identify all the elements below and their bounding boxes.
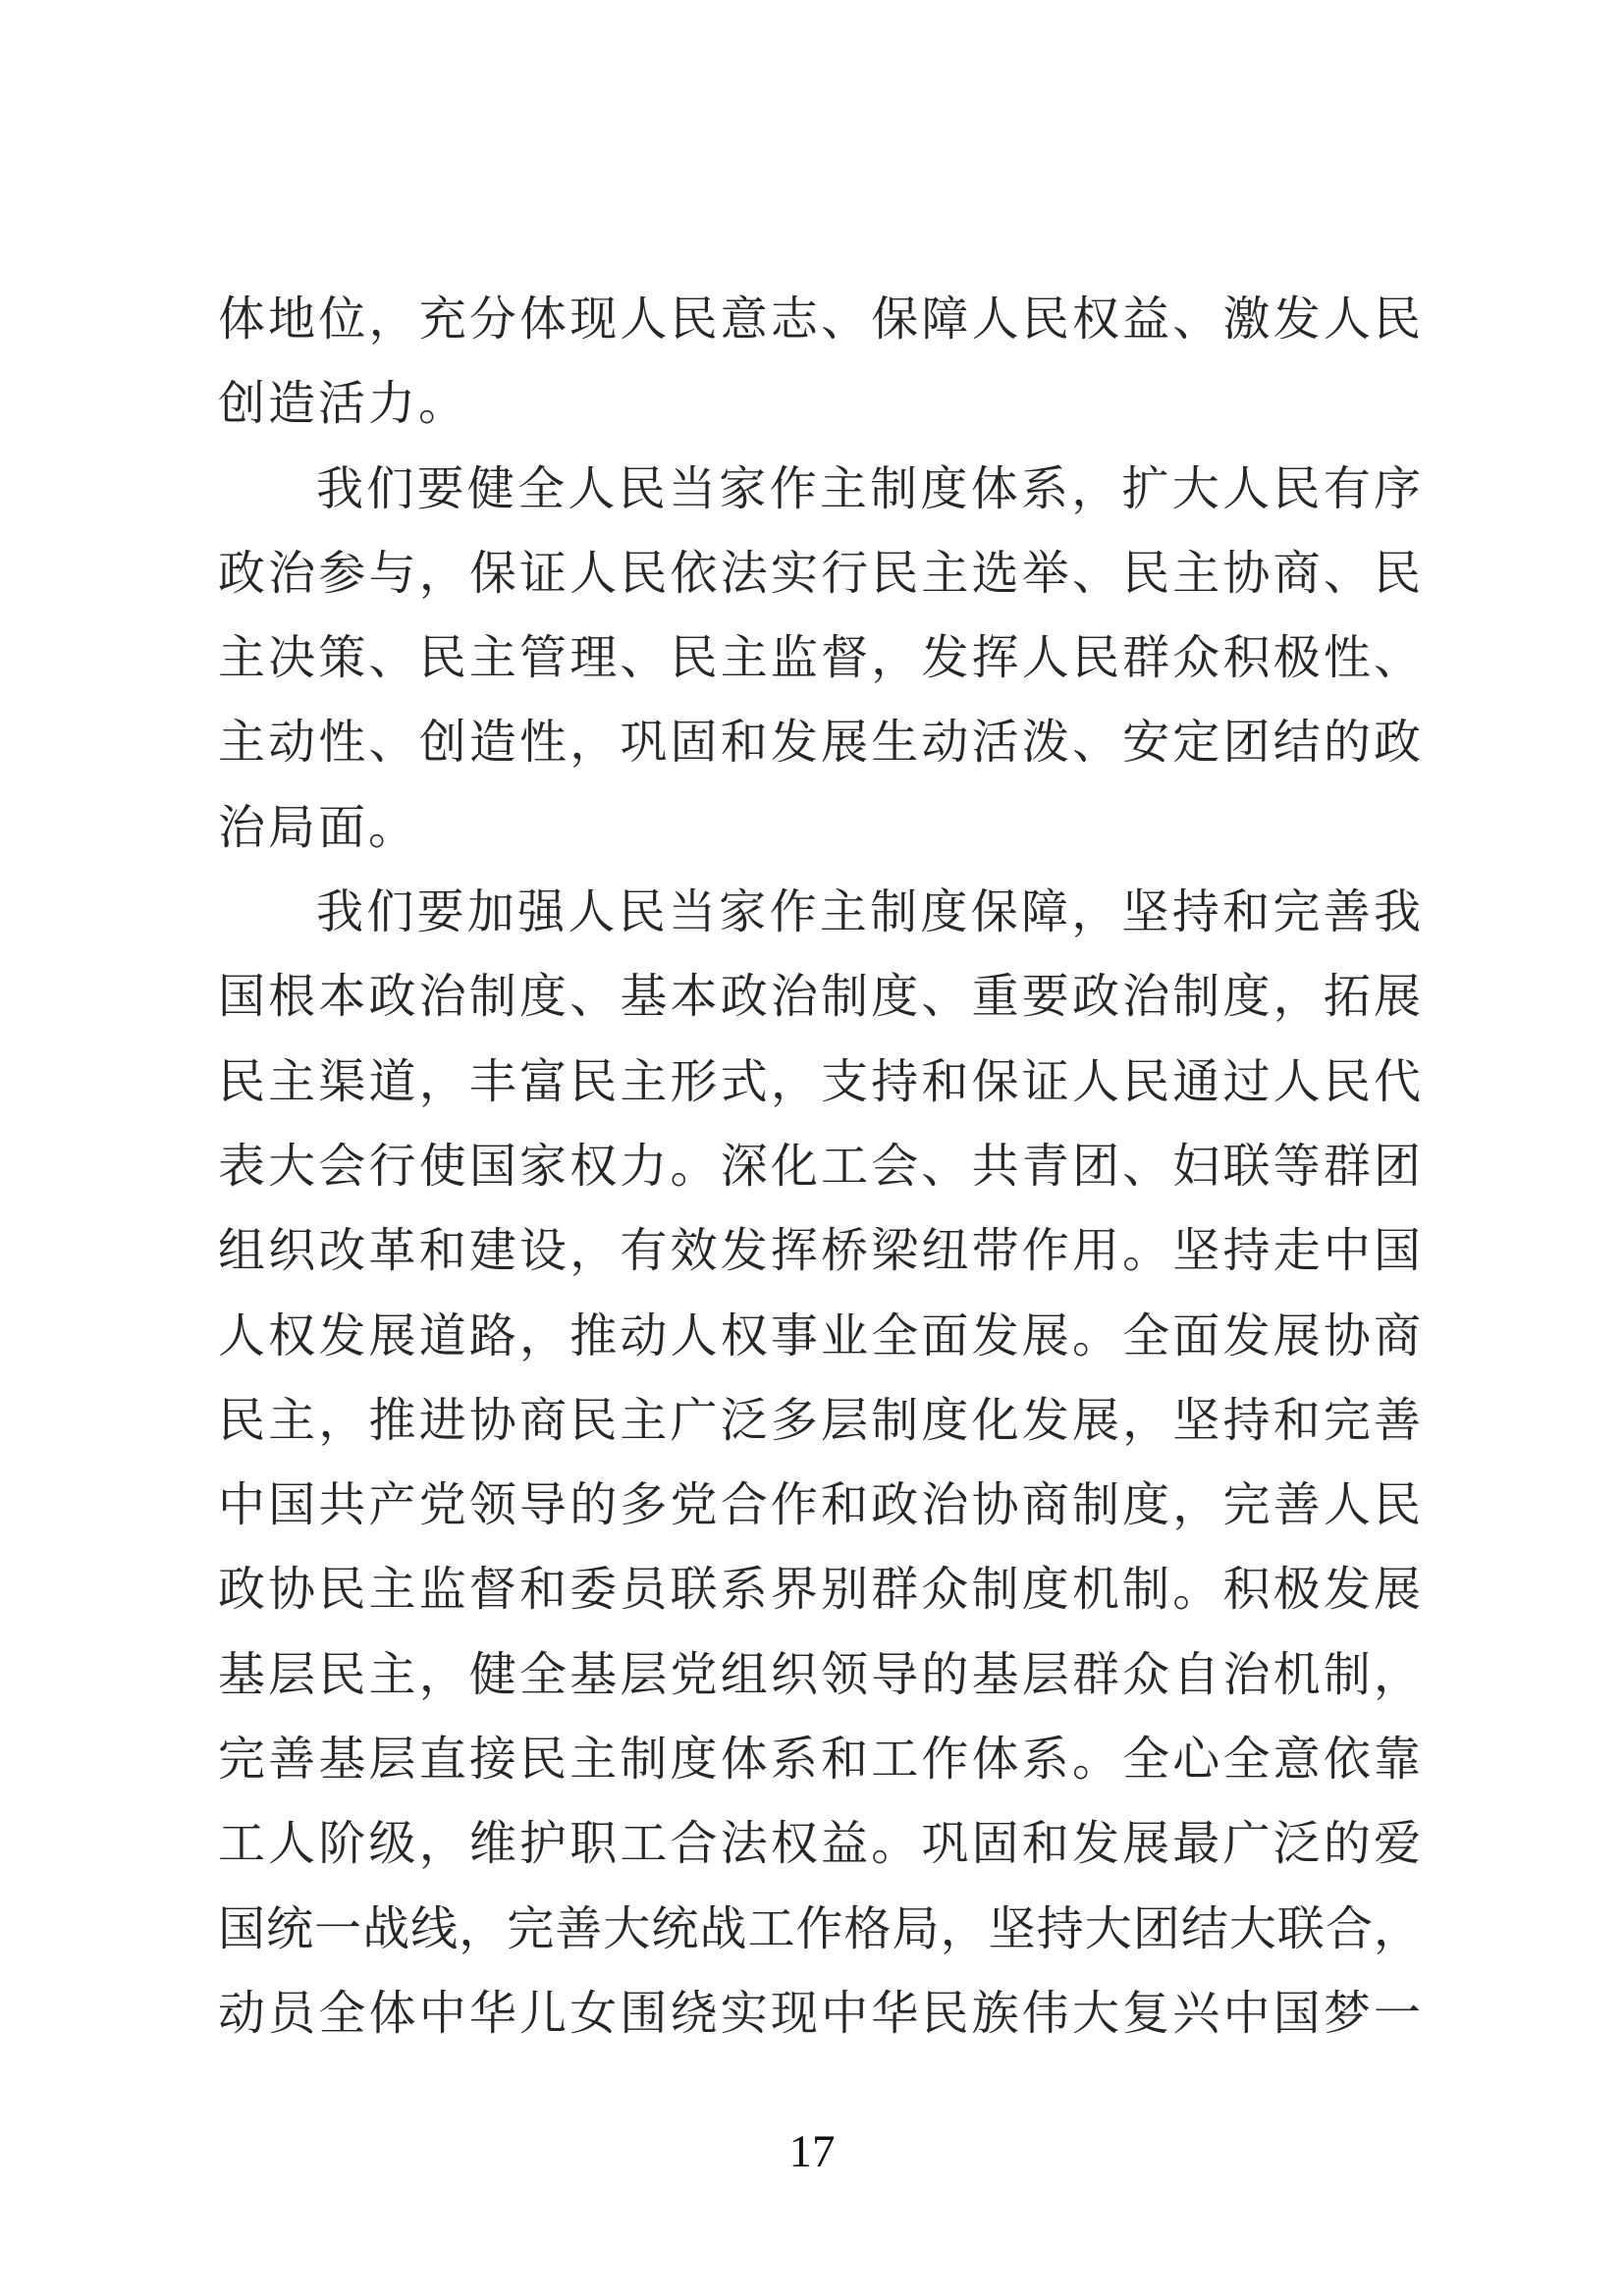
text-line: 民主渠道，丰富民主形式，支持和保证人民通过人民代 <box>218 1055 1421 1108</box>
text-line: 政协民主监督和委员联系界别群众制度机制。积极发展 <box>218 1564 1421 1617</box>
text-line: 基层民主，健全基层党组织领导的基层群众自治机制， <box>218 1648 1421 1701</box>
text-line: 政治参与，保证人民依法实行民主选举、民主协商、民 <box>218 547 1421 600</box>
text-line: 民主，推进协商民主广泛多层制度化发展，坚持和完善 <box>218 1394 1421 1447</box>
text-line: 国根本政治制度、基本政治制度、重要政治制度，拓展 <box>218 971 1421 1024</box>
text-line: 主动性、创造性，巩固和发展生动活泼、安定团结的政 <box>218 717 1421 770</box>
text-line: 创造活力。 <box>218 378 469 431</box>
text-line: 我们要加强人民当家作主制度保障，坚持和完善我 <box>316 886 1421 939</box>
text-line: 我们要健全人民当家作主制度体系，扩大人民有序 <box>316 462 1421 515</box>
text-line: 国统一战线，完善大统战工作格局，坚持大团结大联合， <box>218 1902 1421 1955</box>
text-line: 主决策、民主管理、民主监督，发挥人民群众积极性、 <box>218 632 1421 685</box>
text-line: 表大会行使国家权力。深化工会、共青团、妇联等群团 <box>218 1140 1421 1193</box>
text-line: 中国共产党领导的多党合作和政治协商制度，完善人民 <box>218 1479 1421 1532</box>
body-text <box>218 278 1421 2056</box>
text-line: 体地位，充分体现人民意志、保障人民权益、激发人民 <box>218 294 1421 346</box>
text-line: 动员全体中华儿女围绕实现中华民族伟大复兴中国梦一 <box>218 1987 1421 2040</box>
text-line: 工人阶级，维护职工合法权益。巩固和发展最广泛的爱 <box>218 1818 1421 1871</box>
text-line: 组织改革和建设，有效发挥桥梁纽带作用。坚持走中国 <box>218 1225 1421 1278</box>
text-line: 治局面。 <box>218 801 419 854</box>
text-line: 完善基层直接民主制度体系和工作体系。全心全意依靠 <box>218 1734 1421 1787</box>
page-number: 17 <box>788 2126 836 2177</box>
text-line: 人权发展道路，推动人权事业全面发展。全面发展协商 <box>218 1309 1421 1362</box>
